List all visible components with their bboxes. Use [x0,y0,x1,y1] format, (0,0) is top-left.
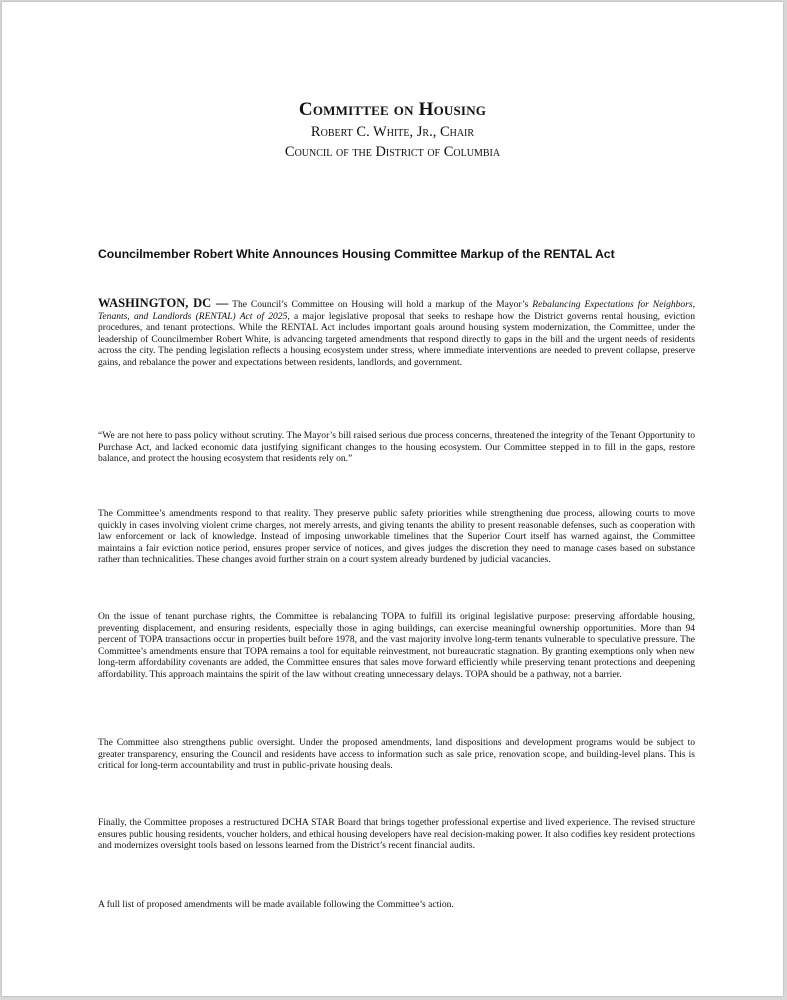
paragraph-topa: On the issue of tenant purchase rights, the Committee is rebalancing TOPA to fulfill its original legislative purpose: preserving affordable housing, preventing displacement, and ensuring residents, especially those in aging buildings, can exercise meaningful ownership opportunities. More than 94 percent of TOPA transactions occur in properties built before 1978, and the vast majority involve long-term tenants vulnerable to speculative pressure. The Committee’s amendments ensure that TOPA remains a tool for equitable reinvestment, not bureaucratic stagnation. By granting exemptions only when new long-term affordability covenants are added, the Committee ensures that sales move forward efficiently while preserving tenant protections and deepening affordability. This approach maintains the spirit of the law without creating unnecessary delays. TOPA should be a pathway, not a barrier. [98,611,695,680]
paragraph-oversight: The Committee also strengthens public oversight. Under the proposed amendments, land dispositions and development programs would be subject to greater transparency, ensuring the Council and residents have access to information such as sale price, renovation scope, and building-level plans. This is critical for long-term accountability and trust in public-private housing deals. [98,737,695,772]
document-page [2,2,783,996]
council-line: Council of the District of Columbia [284,144,501,160]
paragraph-quote: “We are not here to pass policy without scrutiny. The Mayor’s bill raised serious due process concerns, threatened the integrity of the Tenant Opportunity to Purchase Act, and lacked economic data justifying significant changes to the housing ecosystem. Our Committee stepped in to fill in the gaps, restore balance, and protect the housing ecosystem that residents rely on.” [98,430,695,465]
press-release-headline: Councilmember Robert White Announces Housing Committee Markup of the RENTAL Act [98,247,615,261]
committee-title: Committee on Housing [298,99,487,120]
letterhead [2,98,783,162]
chair-line: Robert C. White, Jr., Chair [310,124,475,140]
paragraph-closing: A full list of proposed amendments will be made available following the Committee’s action. [98,899,454,910]
paragraph-amendments: The Committee’s amendments respond to that reality. They preserve public safety priorities while strengthening due process, allowing courts to move quickly in cases involving violent crime charges, not merely arrests, and giving tenants the ability to present reasonable defenses, such as cooperation with law enforcement or lack of knowledge. Instead of imposing unworkable timelines that the Superior Court itself has warned against, the Committee maintains a fair eviction notice period, ensures proper service of notices, and gives judges the discretion they need to manage cases based on substance rather than technicalities. These changes avoid further strain on a court system already burdened by judicial vacancies. [98,508,695,566]
intro-text-a: The Council’s Committee on Housing will hold a markup of the Mayor’s [228,299,533,310]
act-name: Rebalancing Expectations for Neighbors, Tenants, and Landlords (RENTAL) Act of 2025 [98,299,695,322]
paragraph-intro [98,298,695,369]
dateline: WASHINGTON, DC — [98,296,229,310]
intro-text-b: , a major legislative proposal that seeks to reshape how the District governs rental housing, eviction procedures, and tenant protections. While the RENTAL Act includes important goals around housing system modernization, the Committee, under the leadership of Councilmember Robert White, is advancing targeted amendments that respond directly to gaps in the bill and the urgent needs of residents across the city. The pending legislation reflects a housing ecosystem under stress, where immediate interventions are needed to prevent collapse, preserve gains, and rebalance the power and expectations between residents, landlords, and government. [98,310,695,368]
paragraph-dcha-board: Finally, the Committee proposes a restructured DCHA STAR Board that brings together professional expertise and lived experience. The revised structure ensures public housing residents, voucher holders, and ethical housing developers have real decision-making power. It also codifies key resident protections and modernizes oversight tools based on lessons learned from the District’s recent financial audits. [98,817,695,852]
